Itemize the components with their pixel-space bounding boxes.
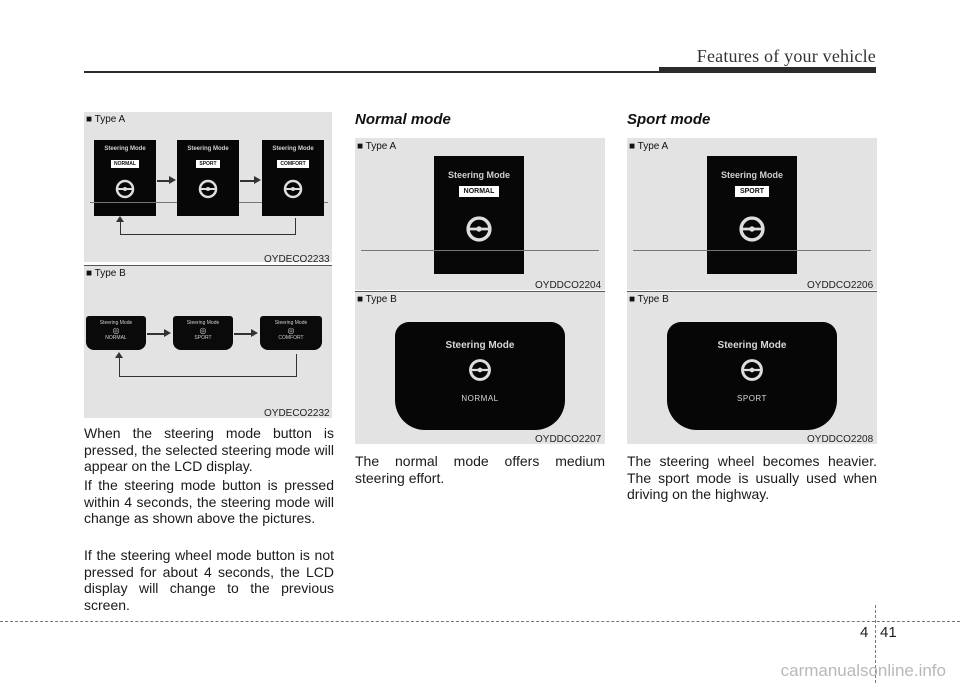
figure-normal-type-a xyxy=(355,138,605,290)
mode-chip: SPORT xyxy=(735,186,769,197)
screen-title: Steering Mode xyxy=(717,340,787,351)
steering-wheel-icon: ◎ xyxy=(112,326,120,335)
screen-base-line xyxy=(361,250,599,251)
lcd-screen-normal xyxy=(86,316,146,350)
type-b-label: ■ Type B xyxy=(86,268,126,279)
mode-chip: NORMAL xyxy=(111,160,139,168)
steering-wheel-icon xyxy=(177,178,239,205)
steering-wheel-icon xyxy=(434,214,524,249)
type-b-label: ■ Type B xyxy=(357,294,397,305)
mode-label: COMFORT xyxy=(278,335,304,341)
lcd-screen-sport xyxy=(707,156,797,274)
arrow-right xyxy=(234,333,252,335)
left-paragraph-1: When the steering mode button is pressed, the selected steering mode will appear on the LCD display. xyxy=(84,425,334,474)
screen-title: Steering Mode xyxy=(104,146,146,152)
figure-type-b-sequence xyxy=(84,266,332,418)
figure-sport-type-b xyxy=(627,292,877,444)
lcd-screen-comfort xyxy=(262,140,324,216)
steering-wheel-icon xyxy=(707,214,797,249)
screen-title: Steering Mode xyxy=(720,170,783,180)
footer-dashed-rule xyxy=(0,621,960,622)
mode-chip: SPORT xyxy=(196,160,219,168)
return-arrow-head xyxy=(115,352,123,358)
mode-label: NORMAL xyxy=(461,394,499,403)
arrow-right xyxy=(147,333,165,335)
mode-label: NORMAL xyxy=(105,335,127,341)
screen-title: Steering Mode xyxy=(445,340,515,351)
mode-label: SPORT xyxy=(737,394,767,403)
screen-base-line xyxy=(633,250,871,251)
screen-title: Steering Mode xyxy=(272,146,314,152)
mode-chip: NORMAL xyxy=(459,186,500,197)
arrow-right-head xyxy=(169,176,176,184)
figure-code: OYDECO2232 xyxy=(264,408,330,419)
normal-mode-paragraph: The normal mode offers medium steering effort. xyxy=(355,453,605,486)
screen-title: Steering Mode xyxy=(447,170,510,180)
type-a-label: ■ Type A xyxy=(357,141,397,152)
steering-wheel-icon xyxy=(667,357,837,388)
lcd-screen-comfort xyxy=(260,316,322,350)
type-a-label: ■ Type A xyxy=(86,114,126,125)
watermark: carmanualsonline.info xyxy=(780,661,946,680)
figure-normal-type-b xyxy=(355,292,605,444)
return-arrow-loop xyxy=(119,354,297,377)
figure-sport-type-a xyxy=(627,138,877,290)
figure-code: OYDDCO2208 xyxy=(807,434,874,445)
screen-title: Steering Mode xyxy=(99,320,133,326)
steering-wheel-icon xyxy=(395,357,565,388)
figure-type-a-sequence xyxy=(84,112,332,262)
lcd-screen-sport xyxy=(667,322,837,430)
chapter-number: 4 xyxy=(860,624,869,641)
figure-code: OYDECO2233 xyxy=(264,254,330,265)
lcd-screen-normal xyxy=(395,322,565,430)
screen-title: Steering Mode xyxy=(186,320,220,326)
screen-title: Steering Mode xyxy=(274,320,308,326)
lcd-screen-normal xyxy=(94,140,156,216)
steering-wheel-icon: ◎ xyxy=(287,326,295,335)
return-arrow-head xyxy=(116,216,124,222)
mode-chip: COMFORT xyxy=(277,160,308,168)
sport-mode-paragraph: The steering wheel becomes heavier. The sport mode is usually used when driving on the highway. xyxy=(627,453,877,502)
page-number: 41 xyxy=(880,624,897,641)
header-rule-accent xyxy=(659,67,876,73)
left-paragraph-3: If the steering wheel mode button is not pressed for about 4 seconds, the LCD display will change to the previous screen. xyxy=(84,547,334,613)
steering-wheel-icon xyxy=(262,178,324,205)
section-title-sport-mode: Sport mode xyxy=(627,111,711,128)
steering-wheel-icon xyxy=(94,178,156,205)
section-title-normal-mode: Normal mode xyxy=(355,111,451,128)
figure-code: OYDDCO2204 xyxy=(535,280,602,291)
lcd-screen-sport xyxy=(177,140,239,216)
mode-label: SPORT xyxy=(194,335,212,341)
arrow-right-head xyxy=(251,329,258,337)
lcd-screen-sport xyxy=(173,316,233,350)
screen-title: Steering Mode xyxy=(187,146,229,152)
arrow-right-head xyxy=(254,176,261,184)
arrow-right xyxy=(240,180,255,182)
figure-code: OYDDCO2206 xyxy=(807,280,874,291)
steering-wheel-icon: ◎ xyxy=(199,326,207,335)
arrow-right-head xyxy=(164,329,171,337)
return-arrow-loop xyxy=(120,218,296,235)
type-b-label: ■ Type B xyxy=(629,294,669,305)
lcd-screen-normal xyxy=(434,156,524,274)
figure-code: OYDDCO2207 xyxy=(535,434,602,445)
left-paragraph-2: If the steering mode button is pressed within 4 seconds, the steering mode will change as shown above the pictures. xyxy=(84,477,334,526)
running-header: Features of your vehicle xyxy=(696,46,876,66)
type-a-label: ■ Type A xyxy=(629,141,669,152)
